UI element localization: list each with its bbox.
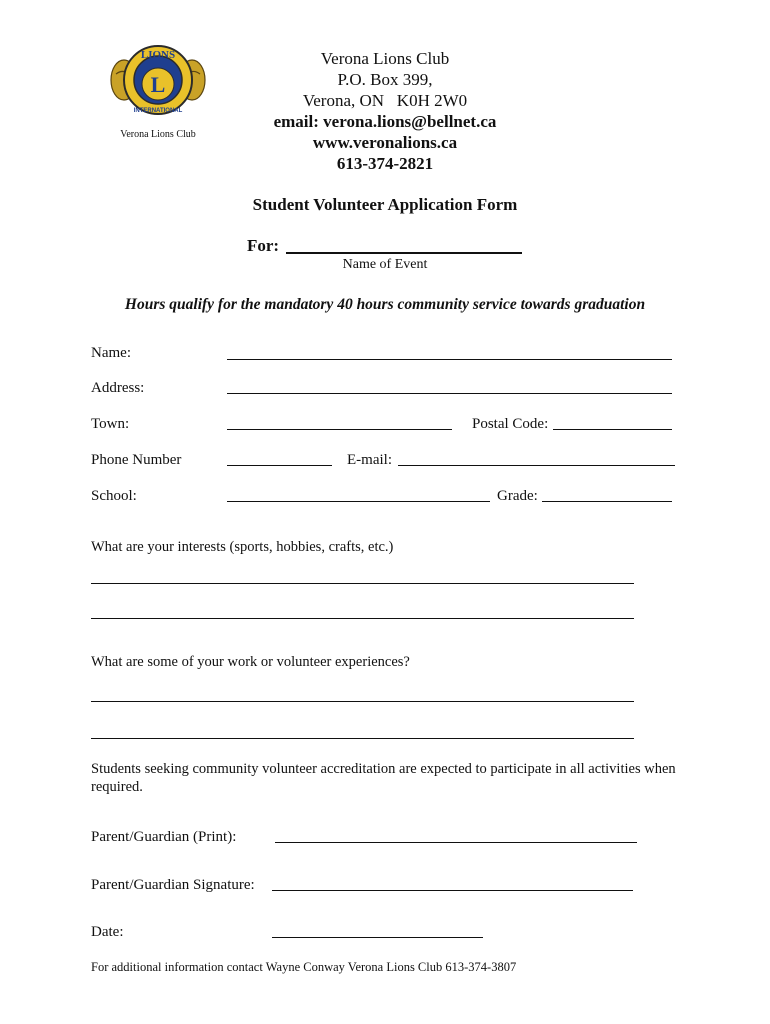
experience-question: What are some of your work or volunteer experiences? (91, 654, 410, 670)
club-website: www.veronalions.ca (312, 133, 458, 152)
guardian-signature-label: Parent/Guardian Signature: (91, 877, 255, 893)
grade-label: Grade: (497, 488, 538, 504)
logo-emblem-text: LIONS (140, 49, 176, 61)
club-address: Verona, ON K0H 2W0 (302, 91, 468, 110)
date-field[interactable] (272, 937, 483, 938)
event-sublabel: Name of Event (342, 257, 428, 272)
event-label: For: (247, 236, 280, 255)
interests-line-2[interactable] (91, 618, 634, 619)
guardian-signature-field[interactable] (272, 890, 633, 891)
experience-line-1[interactable] (91, 701, 634, 702)
club-po-box: P.O. Box 399, (337, 70, 433, 89)
name-field[interactable] (227, 359, 672, 360)
lions-emblem-icon (110, 36, 206, 126)
interests-line-1[interactable] (91, 583, 634, 584)
town-label: Town: (91, 416, 130, 432)
town-field[interactable] (227, 429, 452, 430)
school-label: School: (91, 488, 137, 504)
logo-ring-text: INTERNATIONAL (133, 108, 183, 114)
address-field[interactable] (227, 393, 672, 394)
club-email: email: verona.lions@bellnet.ca (273, 112, 497, 131)
phone-field[interactable] (227, 465, 332, 466)
guardian-print-label: Parent/Guardian (Print): (91, 829, 237, 845)
hours-notice: Hours qualify for the mandatory 40 hours community service towards graduation (124, 296, 646, 313)
interests-question: What are your interests (sports, hobbies, crafts, etc.) (91, 539, 394, 555)
logo-letter: L (150, 72, 166, 97)
phone-label: Phone Number (91, 452, 182, 468)
footer-contact: For additional information contact Wayne Conway Verona Lions Club 613-374-3807 (91, 960, 517, 974)
logo-caption: Verona Lions Club (120, 129, 196, 140)
date-label: Date: (91, 924, 124, 940)
school-field[interactable] (227, 501, 490, 502)
club-phone: 613-374-2821 (336, 154, 434, 173)
event-name-line[interactable] (286, 252, 522, 254)
accreditation-statement: Students seeking community volunteer accreditation are expected to participate in all activities when required. (91, 761, 676, 795)
lions-club-logo (110, 36, 206, 140)
grade-field[interactable] (542, 501, 672, 502)
postal-code-label: Postal Code: (472, 416, 549, 432)
address-label: Address: (91, 380, 145, 396)
club-name: Verona Lions Club (320, 49, 450, 68)
email-label: E-mail: (347, 452, 392, 468)
name-label: Name: (91, 345, 131, 361)
form-title: Student Volunteer Application Form (252, 195, 518, 214)
experience-line-2[interactable] (91, 738, 634, 739)
guardian-print-field[interactable] (275, 842, 637, 843)
postal-code-field[interactable] (553, 429, 672, 430)
email-field[interactable] (398, 465, 675, 466)
